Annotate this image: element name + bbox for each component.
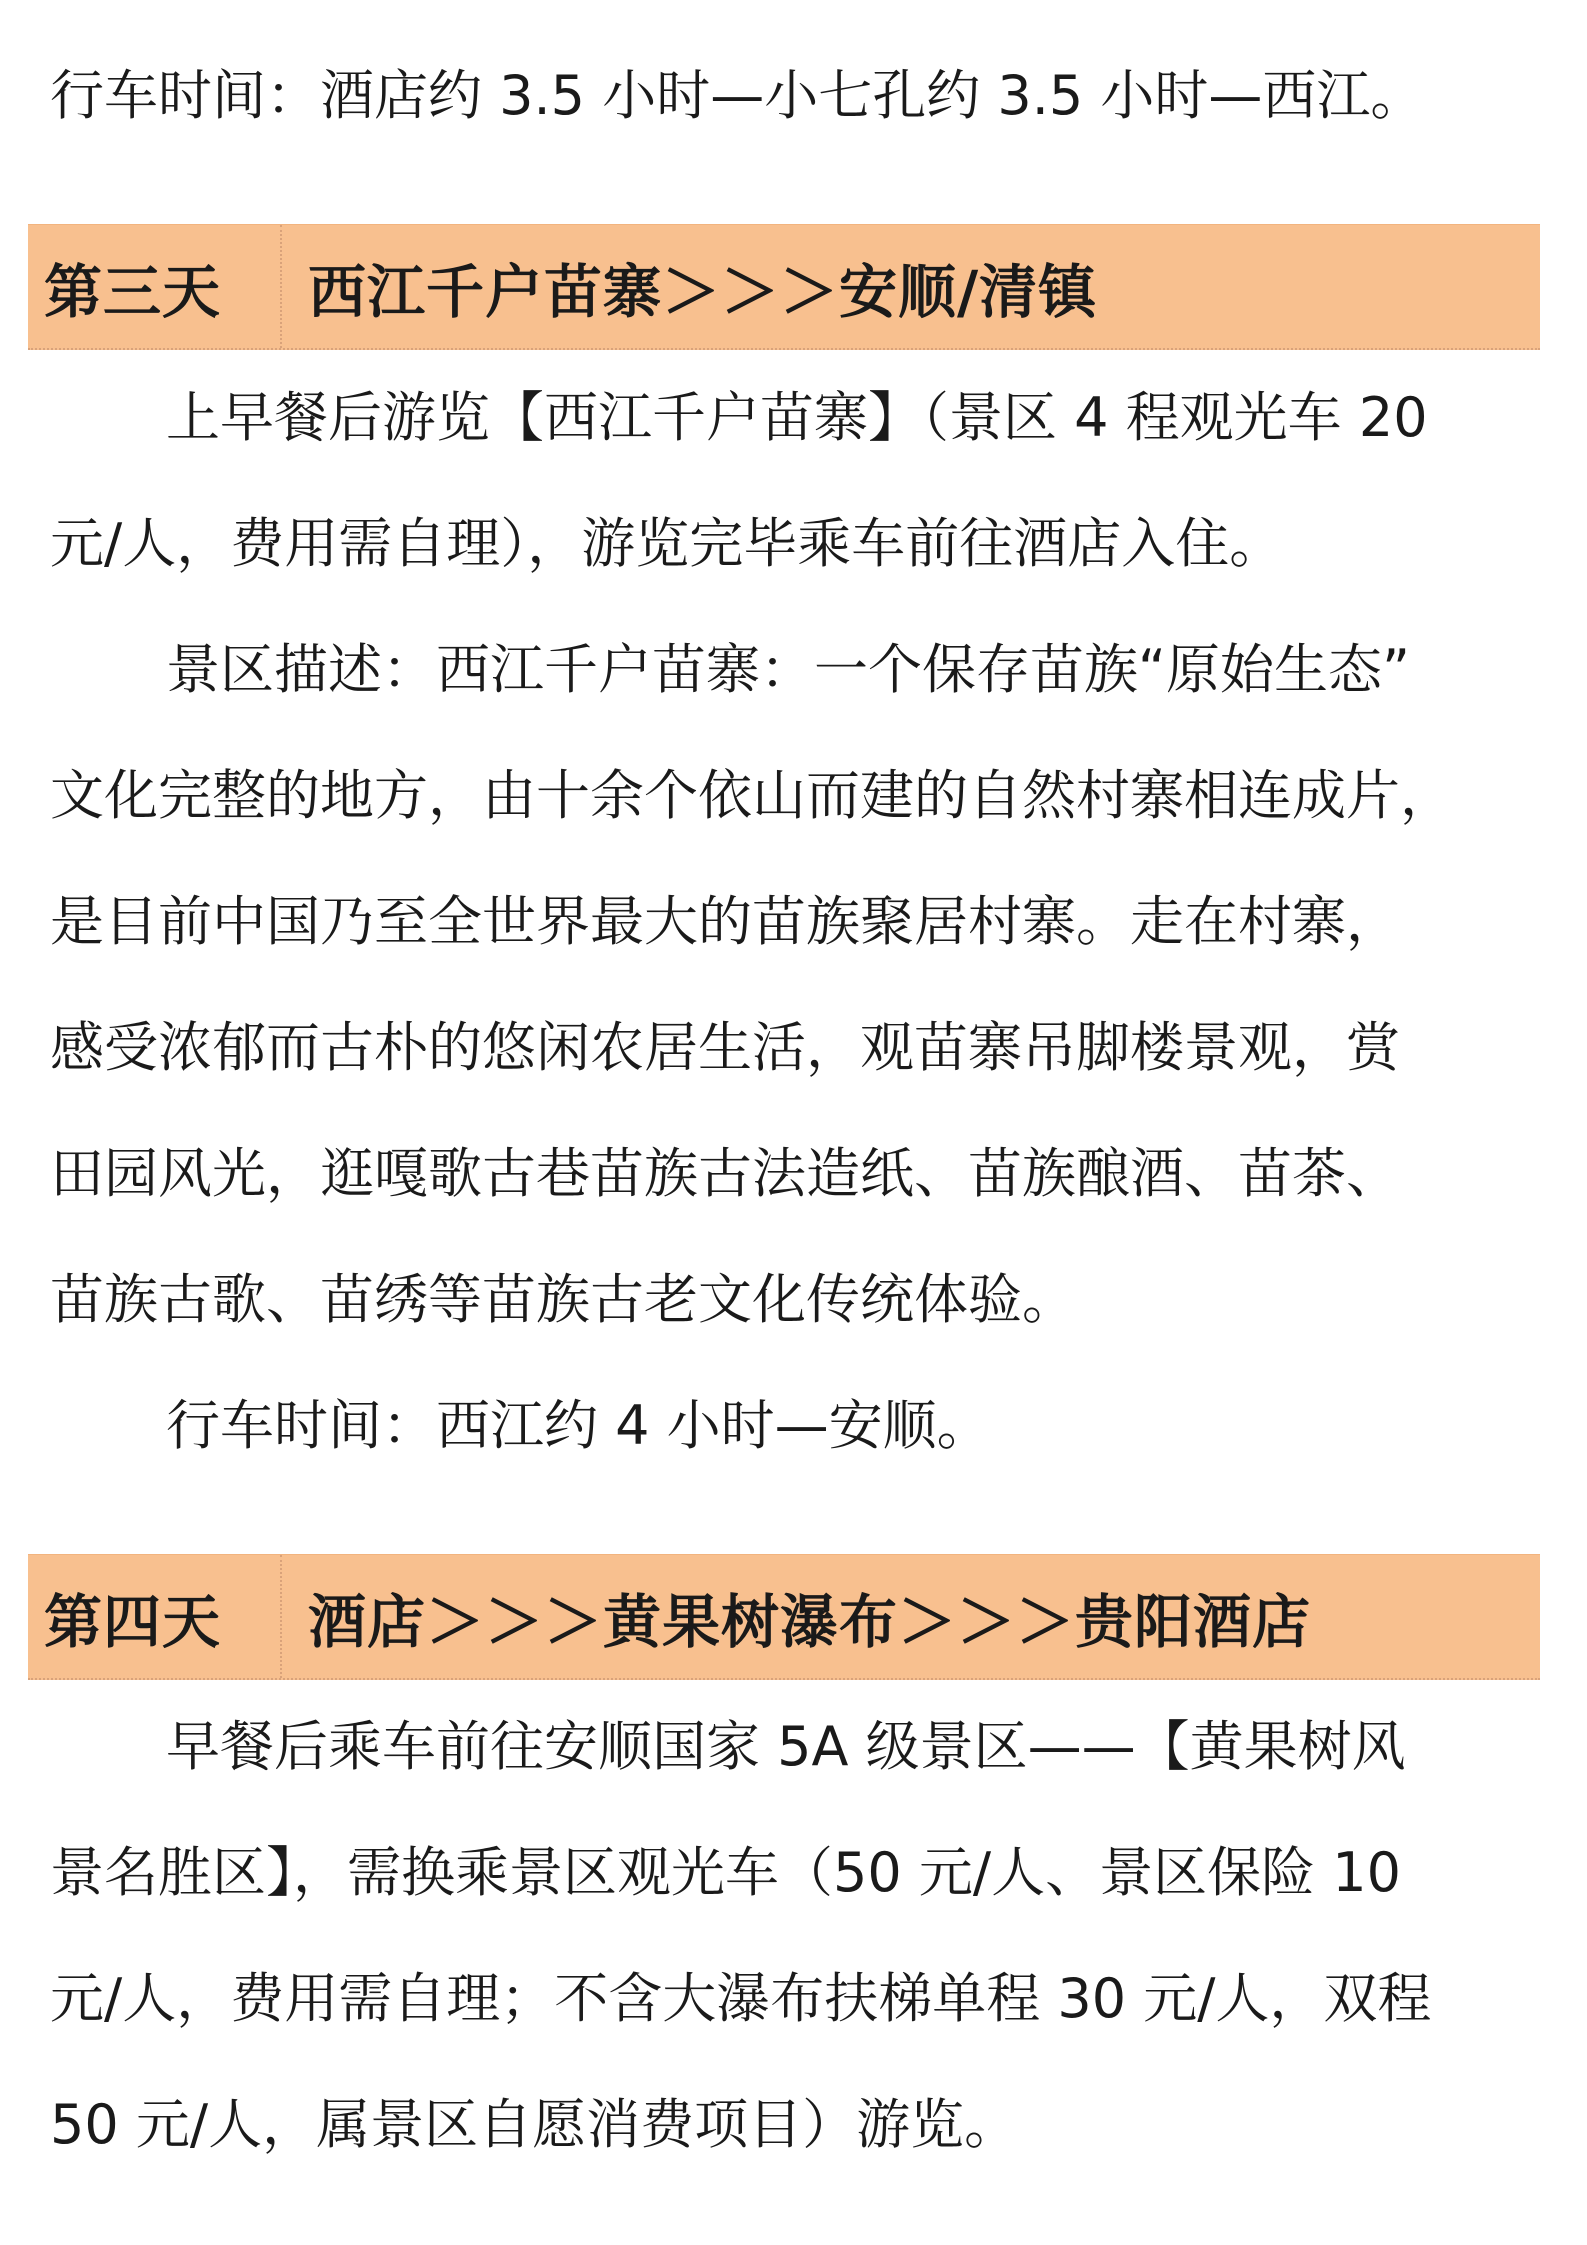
day3-label: 第三天 xyxy=(28,225,282,348)
day4-para1-line2: 景名胜区】，需换乘景区观光车（50 元/人、景区保险 10 xyxy=(50,1841,1401,1904)
day3-para2-line1: 景区描述：西江千户苗寨：一个保存苗族“原始生态” xyxy=(166,638,1410,701)
day3-para2-line3: 是目前中国乃至全世界最大的苗族聚居村寨。走在村寨， xyxy=(50,890,1400,953)
intro-drive-time: 行车时间：酒店约 3.5 小时—小七孔约 3.5 小时—西江。 xyxy=(50,64,1425,127)
day3-para2-line5: 田园风光，逛嘎歌古巷苗族古法造纸、苗族酿酒、苗茶、 xyxy=(50,1142,1400,1205)
day4-para1-line3: 元/人，费用需自理；不含大瀑布扶梯单程 30 元/人，双程 xyxy=(50,1967,1432,2030)
day3-para2-line2: 文化完整的地方，由十余个依山而建的自然村寨相连成片， xyxy=(50,764,1454,827)
day4-para1-line1: 早餐后乘车前往安顺国家 5A 级景区——【黄果树风 xyxy=(166,1715,1406,1778)
day3-para1-line2: 元/人，费用需自理），游览完毕乘车前往酒店入住。 xyxy=(50,512,1284,575)
day4-header xyxy=(28,1554,1540,1680)
day3-header xyxy=(28,224,1540,350)
day3-route: 西江千户苗寨＞＞＞安顺/清镇 xyxy=(308,257,1098,326)
day3-para1-line1: 上早餐后游览【西江千户苗寨】（景区 4 程观光车 20 xyxy=(166,386,1428,449)
day3-drive-time: 行车时间：西江约 4 小时—安顺。 xyxy=(166,1394,991,1457)
day3-para2-line4: 感受浓郁而古朴的悠闲农居生活，观苗寨吊脚楼景观，赏 xyxy=(50,1016,1400,1079)
day4-route: 酒店＞＞＞黄果树瀑布＞＞＞贵阳酒店 xyxy=(308,1587,1312,1656)
day4-para1-line4: 50 元/人，属景区自愿消费项目）游览。 xyxy=(50,2093,1019,2156)
day4-label: 第四天 xyxy=(28,1555,282,1678)
day3-para2-line6: 苗族古歌、苗绣等苗族古老文化传统体验。 xyxy=(50,1268,1076,1331)
